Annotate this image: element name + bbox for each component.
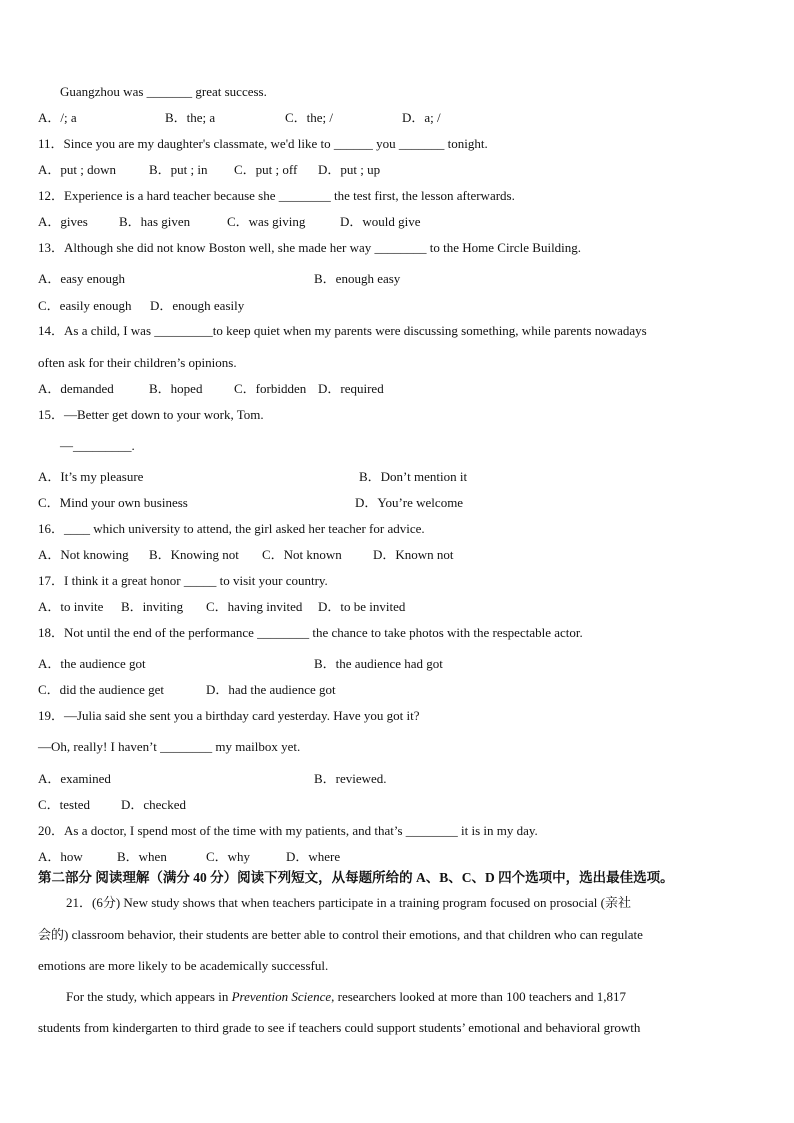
q14-stem-cont: often ask for their children’s opinions. xyxy=(38,355,237,370)
passage-line-3: emotions are more likely to be academically successful. xyxy=(38,958,329,973)
q11-option-d: D．put ; up xyxy=(318,162,381,177)
q20-option-d: D．where xyxy=(286,849,341,864)
q11-option-c: C．put ; off xyxy=(234,162,298,177)
q16-option-b: B．Knowing not xyxy=(149,547,239,562)
q16-option-c: C．Not known xyxy=(262,547,342,562)
q18-option-c: C．did the audience get xyxy=(38,682,164,697)
q15-option-b: B．Don’t mention it xyxy=(359,469,468,484)
q15-stem: 15．—Better get down to your work, Tom. xyxy=(38,407,264,422)
q16-option-d: D．Known not xyxy=(373,547,454,562)
q17-option-d: D．to be invited xyxy=(318,599,406,614)
q15-option-d: D．You’re welcome xyxy=(355,495,464,510)
q16-stem: 16．____ which university to attend, the girl asked her teacher for advice. xyxy=(38,521,425,536)
q14-option-b: B．hoped xyxy=(149,381,203,396)
q12-option-d: D．would give xyxy=(340,214,421,229)
q11-option-b: B．put ; in xyxy=(149,162,208,177)
q20-option-a: A．how xyxy=(38,849,83,864)
q10-option-a: A．/; a xyxy=(38,110,77,125)
q13-option-b: B．enough easy xyxy=(314,271,401,286)
passage-line-4 xyxy=(66,989,626,1005)
passage-line-4-end: , researchers looked at more than 100 teachers and 1,817 xyxy=(331,989,627,1004)
q10-option-d: D．a; / xyxy=(402,110,441,125)
q14-option-d: D．required xyxy=(318,381,384,396)
q18-option-d: D．had the audience got xyxy=(206,682,336,697)
q10-option-c: C．the; / xyxy=(285,110,334,125)
passage-line-1: 21．(6分) New study shows that when teachers participate in a training program focused on prosocial (亲社 xyxy=(66,895,631,910)
passage-line-2: 会的) classroom behavior, their students are better able to control their emotions, and that children who can regulate xyxy=(38,927,643,942)
q10-option-b: B．the; a xyxy=(165,110,216,125)
q20-option-c: C．why xyxy=(206,849,251,864)
passage-line-5: students from kindergarten to third grade to see if teachers could support students’ emotional and behavioral growth xyxy=(38,1020,641,1035)
q18-stem: 18．Not until the end of the performance ________ the chance to take photos with the respectable actor. xyxy=(38,625,583,640)
q13-stem: 13．Although she did not know Boston well, she made her way ________ to the Home Circle Building. xyxy=(38,240,582,255)
q15-option-a: A．It’s my pleasure xyxy=(38,469,144,484)
q11-option-a: A．put ; down xyxy=(38,162,117,177)
q19-stem-reply: —Oh, really! I haven’t ________ my mailbox yet. xyxy=(38,739,301,754)
q12-option-b: B．has given xyxy=(119,214,191,229)
q12-option-c: C．was giving xyxy=(227,214,306,229)
q17-option-b: B．inviting xyxy=(121,599,184,614)
q15-stem-reply: —_________. xyxy=(60,438,135,453)
q16-option-a: A．Not knowing xyxy=(38,547,129,562)
q14-option-a: A．demanded xyxy=(38,381,114,396)
q19-option-d: D．checked xyxy=(121,797,186,812)
q18-option-a: A．the audience got xyxy=(38,656,146,671)
q17-option-c: C．having invited xyxy=(206,599,303,614)
q13-option-d: D．enough easily xyxy=(150,298,245,313)
passage-line-4-start: For the study, which appears in xyxy=(66,989,232,1004)
q19-option-a: A．examined xyxy=(38,771,111,786)
q12-stem: 12．Experience is a hard teacher because she ________ the test first, the lesson afterwards. xyxy=(38,188,515,203)
q20-option-b: B．when xyxy=(117,849,167,864)
q20-stem: 20．As a doctor, I spend most of the time with my patients, and that’s ________ it is in my day. xyxy=(38,823,538,838)
q15-option-c: C．Mind your own business xyxy=(38,495,188,510)
q13-option-c: C．easily enough xyxy=(38,298,132,313)
q18-option-b: B．the audience had got xyxy=(314,656,443,671)
section-heading: 第二部分 阅读理解（满分 40 分）阅读下列短文，从每题所给的 A、B、C、D 四个选项中，选出最佳选项。 xyxy=(38,870,674,885)
q12-option-a: A．gives xyxy=(38,214,88,229)
q14-stem: 14．As a child, I was _________to keep quiet when my parents were discussing something, while parents nowadays xyxy=(38,323,647,338)
q19-option-b: B．reviewed. xyxy=(314,771,387,786)
q19-stem: 19．—Julia said she sent you a birthday card yesterday. Have you got it? xyxy=(38,708,420,723)
q13-option-a: A．easy enough xyxy=(38,271,126,286)
q11-stem: 11．Since you are my daughter's classmate, we'd like to ______ you _______ tonight. xyxy=(38,136,488,151)
q17-stem: 17．I think it a great honor _____ to visit your country. xyxy=(38,573,328,588)
journal-name: Prevention Science xyxy=(231,989,332,1004)
q17-option-a: A．to invite xyxy=(38,599,104,614)
q14-option-c: C．forbidden xyxy=(234,381,307,396)
q10-stem-cont: Guangzhou was _______ great success. xyxy=(60,84,267,99)
q19-option-c: C．tested xyxy=(38,797,90,812)
